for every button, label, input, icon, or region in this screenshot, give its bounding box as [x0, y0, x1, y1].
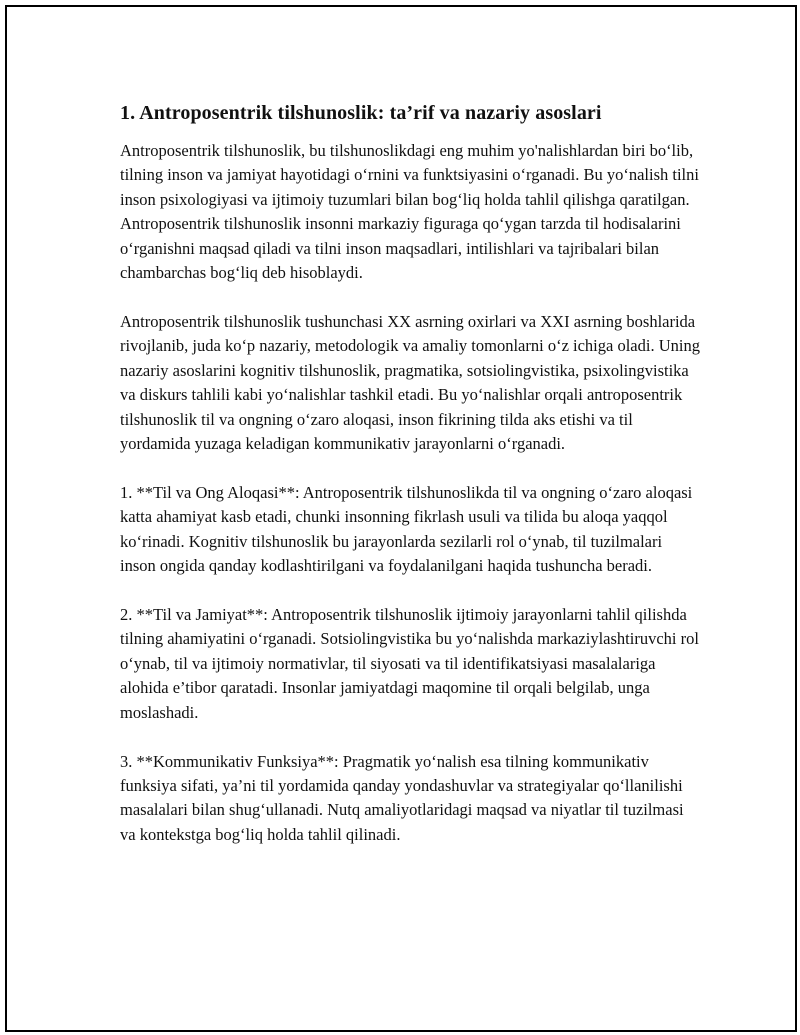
paragraph-concept: Antroposentrik tilshunoslik tushunchasi XX asrning oxirlari va XXI asrning boshlarida rivojlanib, juda ko‘p nazariy, metodologik va amaliy tomonlarni o‘z ichiga oladi. Uning nazariy asoslarini kognitiv tilshunoslik, pragmatika, sotsiolingvistika, psixolingvistika va diskurs tahlili kabi yo‘nalishlar tashkil etadi. Bu yo‘nalishlar orqali antroposentrik tilshunoslik til va ongning o‘zaro aloqasi, inson fikrining tilda aks etishi va til yordamida yuzaga keladigan kommunikativ jarayonlarni o‘rganadi.: [120, 311, 700, 453]
paragraph-communicative-function: 3. **Kommunikativ Funksiya**: Pragmatik yo‘nalish esa tilning kommunikativ funksiya sifati, ya’ni til yordamida qanday yondashuvlar va strategiyalar qo‘llanilishi masalalari bilan shug‘ullanadi. Nutq amaliyotlaridagi maqsad va niyatlar til tuzilmasi va kontekstga bog‘liq holda tahlil qilinadi.: [120, 751, 684, 844]
paragraph-language-and-mind: 1. **Til va Ong Aloqasi**: Antroposentrik tilshunoslikda til va ongning o‘zaro aloqasi katta ahamiyat kasb etadi, chunki insonning fikrlash usuli va tilida bu aloqa yaqqol ko‘rinadi. Kognitiv tilshunoslik bu jarayonlarda sezilarli rol o‘ynab, til tuzilmalari inson ongida qanday kodlashtirilgani va foydalanilgani haqida tushuncha beradi.: [120, 482, 693, 576]
page-frame: [5, 5, 797, 1032]
document-body: [120, 99, 700, 847]
paragraph-intro: Antroposentrik tilshunoslik, bu tilshunoslikdagi eng muhim yo'nalishlardan biri bo‘lib, tilning inson va jamiyat hayotidagi o‘rnini va funktsiyasini o‘rganadi. Bu yo‘nalish tilni inson psixologiyasi va ijtimoiy tuzumlari bilan bog‘liq holda tahlil qilishga qaratilgan. Antroposentrik tilshunoslik insonni markaziy figuraga qo‘ygan tarzda til hodisalarini o‘rganishni maqsad qiladi va tilni inson maqsadlari, intilishlari va tajribalari bilan chambarchas bog‘liq deb hisoblaydi.: [120, 141, 699, 283]
paragraph-language-and-society: 2. **Til va Jamiyat**: Antroposentrik tilshunoslik ijtimoiy jarayonlarni tahlil qilishda tilning ahamiyatini o‘rganadi. Sotsiolingvistika bu yo‘nalishda markaziylashtiruvchi rol o‘ynab, til va ijtimoiy normativlar, til siyosati va til identifikatsiyasi masalalariga alohida e’tibor qaratadi. Insonlar jamiyatdagi maqomine til orqali belgilab, unga moslashadi.: [120, 605, 699, 722]
document-title: 1. Antroposentrik tilshunoslik: ta’rif va nazariy asoslari: [120, 102, 602, 124]
